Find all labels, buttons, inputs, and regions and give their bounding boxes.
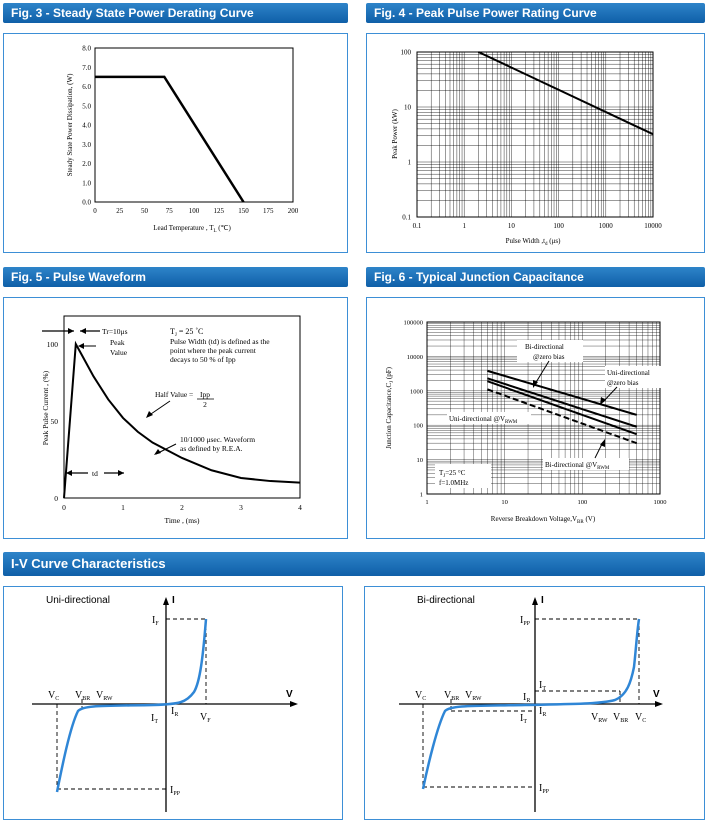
fig6-ann-bi-zero-1: Bi-directional (525, 343, 564, 351)
iv-uni-vrw: $V_{RW}$ (96, 690, 113, 702)
fig6-y-tick-label: 1 (419, 491, 423, 499)
fig3-panel (3, 33, 348, 253)
fig4-y-tick-label: 100 (400, 48, 411, 57)
iv-bi-ipp-bottom: $I_{PP}$ (539, 783, 550, 795)
iv-bi-vc-left: $V_C$ (415, 690, 427, 702)
fig4-xlabel: Pulse Width $,t_d$ (μs) (505, 237, 561, 247)
fig3-x-tick-label: 0 (93, 207, 97, 215)
iv-bi-vrw-left: $V_{RW}$ (465, 690, 482, 702)
iv-bi-axis-v: V (653, 689, 660, 700)
fig5-tr-label: Tr=10μs (102, 327, 128, 336)
fig5-half-den: 2 (203, 400, 207, 409)
iv-bi-i-arrowhead (532, 597, 538, 605)
fig6-cond-f: f=1.0MHz (439, 479, 469, 487)
fig5-tj-label: $T_J = 25$ ˚C (170, 327, 204, 338)
fig4-chart (367, 34, 704, 252)
fig5-title: Fig. 5 - Pulse Waveform (11, 270, 146, 284)
fig3-y-tick-label: 5.0 (82, 102, 91, 111)
fig5-wave-line-2: as defined by R.E.A. (180, 444, 243, 453)
fig6-y-tick-label: 100000 (403, 319, 423, 327)
iv-bi-chart (365, 587, 704, 819)
fig3-y-tick-label: 8.0 (82, 44, 91, 53)
fig6-y-tick-label: 10000 (406, 353, 423, 361)
fig6-ylabel: Junction $Capacitance,C_J$ (pF) (385, 367, 395, 449)
fig4-plot-frame (417, 52, 653, 217)
iv-bi-dashed-guides (423, 619, 639, 787)
iv-bi-ir-top: $I_R$ (523, 692, 531, 704)
fig3-derating-line (95, 77, 244, 202)
fig6-chart (367, 298, 704, 538)
iv-bi-vbr-right: $V_{BR}$ (613, 712, 629, 724)
fig5-td-label: td (92, 469, 98, 478)
fig5-waveform (64, 344, 300, 498)
fig6-header (366, 267, 705, 287)
fig3-y-tick-label: 7.0 (82, 63, 91, 72)
iv-bi-axis-i: I (541, 595, 544, 606)
fig5-x-tick-label: 1 (121, 503, 125, 512)
fig6-y-tick-label: 10 (416, 457, 423, 465)
fig6-ann-bi-zero-2: @zero bias (533, 353, 565, 361)
fig3-x-tick-label: 175 (263, 207, 274, 215)
iv-uni-i-arrowhead (163, 597, 169, 605)
fig6-ann-uni-zero-1: Uni-directional (607, 369, 650, 377)
fig4-title: Fig. 4 - Peak Pulse Power Rating Curve (374, 6, 597, 20)
fig4-y-tick-label: 10 (404, 103, 411, 112)
iv-bi-title: Bi-directional (417, 595, 475, 606)
iv-uni-vf: $V_F$ (200, 712, 211, 724)
fig4-x-tick-label: 0.1 (412, 222, 422, 230)
fig5-pw-line-2: point where the peak current (170, 346, 256, 355)
fig6-title: Fig. 6 - Typical Junction Capacitance (374, 270, 584, 284)
iv-uni-chart (4, 587, 342, 819)
fig3-xlabel: Lead Temperature , $T_L$ (℃) (153, 224, 231, 234)
iv-bi-ir-bottom: $I_R$ (539, 706, 547, 718)
fig5-header (3, 267, 348, 287)
iv-uni-it: $I_T$ (151, 713, 159, 725)
fig5-wave-arrowhead (154, 449, 161, 455)
iv-bi-vc-right: $V_C$ (635, 712, 647, 724)
fig3-x-tick-label: 150 (238, 207, 249, 215)
fig6-ann-bi-vrwm: Bi-directional $@V_{RWM}$ (545, 461, 610, 471)
iv-uni-axis-i: I (172, 595, 175, 606)
iv-bi-ipp-top: $I_{PP}$ (520, 615, 531, 627)
fig6-cond-tj: $T_J=25$ °C (439, 469, 466, 479)
fig3-y-tick-label: 0.0 (82, 198, 91, 207)
fig5-x-tick-label: 4 (298, 503, 302, 512)
fig4-panel (366, 33, 705, 253)
iv-uni-v-arrowhead (290, 701, 298, 707)
fig3-y-tick-label: 3.0 (82, 140, 91, 149)
fig4-x-tick-label: 10 (507, 222, 515, 230)
fig6-x-tick-label: 100 (577, 499, 588, 506)
iv-bi-it-top: $I_T$ (539, 680, 547, 692)
fig6-ann-uni-zero-2: @zero bias (607, 379, 639, 387)
fig5-xlabel: Time , (ms) (164, 516, 200, 525)
fig5-half-num: Ipp (200, 390, 210, 399)
iv-uni-ipp: $I_{PP}$ (170, 785, 181, 797)
fig3-y-tick-label: 6.0 (82, 83, 91, 91)
iv-bi-v-arrowhead (655, 701, 663, 707)
iv-bi-it-bottom: $I_T$ (520, 713, 528, 725)
fig3-y-tick-label: 4.0 (82, 121, 91, 130)
fig3-header (3, 3, 348, 23)
fig3-x-tick-label: 50 (141, 207, 148, 215)
fig6-xlabel: Reverse Breakdown $Voltage,V_{BR}$ (V) (490, 515, 596, 525)
fig5-td-arrowhead-right (118, 470, 124, 476)
iv-bi-panel (364, 586, 705, 820)
fig5-half-arrowhead (146, 411, 153, 418)
fig3-title: Fig. 3 - Steady State Power Derating Curve (11, 6, 254, 20)
fig5-tr-arrowhead (68, 328, 74, 334)
fig5-x-tick-label: 2 (180, 503, 184, 512)
fig3-x-tick-label: 125 (213, 207, 224, 215)
fig3-x-tick-label: 75 (165, 207, 173, 215)
fig6-x-tick-label: 1 (425, 499, 429, 506)
iv-header (3, 552, 705, 576)
fig3-y-tick-label: 2.0 (82, 160, 91, 168)
iv-title: I-V Curve Characteristics (11, 556, 166, 571)
fig4-x-tick-label: 1000 (598, 222, 613, 230)
fig5-wave-line-1: 10/1000 μsec. Waveform (180, 435, 256, 444)
fig3-ylabel: Steady State Power Dissipation, (W) (66, 73, 74, 177)
fig5-chart (4, 298, 347, 538)
fig4-x-tick-label: 100 (553, 222, 564, 230)
fig3-x-tick-label: 100 (188, 207, 200, 215)
fig4-x-tick-label: 10000 (644, 222, 662, 230)
fig6-x-tick-label: 1000 (653, 499, 667, 506)
fig4-y-tick-label: 1 (407, 158, 411, 167)
fig3-x-tick-label: 200 (287, 207, 299, 215)
fig5-peak-label-2: Value (110, 348, 128, 357)
fig5-x-tick-label: 3 (239, 503, 243, 512)
fig5-pw-line-1: Pulse Width (td) is defined as the (170, 337, 270, 346)
fig5-y-tick-label: 50 (50, 417, 58, 426)
fig6-panel (366, 297, 705, 539)
iv-uni-panel (3, 586, 343, 820)
fig6-x-tick-label: 10 (501, 499, 508, 506)
fig4-header (366, 3, 705, 23)
iv-uni-title: Uni-directional (46, 595, 110, 606)
fig3-y-tick-label: 1.0 (82, 179, 91, 188)
fig4-x-tick-label: 1 (462, 222, 466, 230)
fig5-x-tick-label: 0 (62, 503, 66, 512)
fig5-y-tick-label: 0 (54, 494, 58, 503)
iv-bi-vrw-right: $V_{RW}$ (591, 712, 608, 724)
fig5-y-tick-label: 100 (46, 340, 58, 349)
fig3-x-tick-label: 25 (116, 207, 124, 215)
iv-uni-vbr: $V_{BR}$ (75, 690, 91, 702)
iv-uni-curve (57, 619, 206, 792)
fig3-chart (4, 34, 347, 252)
fig6-y-tick-label: 1000 (410, 388, 423, 396)
fig5-panel (3, 297, 348, 539)
fig5-pw-line-3: decays to 50 % of Ipp (170, 355, 236, 364)
iv-uni-if: $I_F$ (152, 615, 159, 627)
iv-uni-vc: $V_C$ (48, 690, 60, 702)
fig5-tr-arrowhead-2 (80, 328, 86, 334)
iv-uni-ir: $I_R$ (171, 706, 179, 718)
fig4-ylabel: Peak Power (kW) (391, 109, 399, 159)
iv-uni-axis-v: V (286, 689, 293, 700)
fig5-half-label: Half Value = (155, 390, 194, 399)
fig5-ylabel: Peak Pulse Current , (%) (41, 370, 50, 446)
fig4-y-tick-label: 0.1 (402, 213, 411, 222)
fig6-ann-uni-vrwm: Uni-directional $@V_{RWM}$ (449, 415, 518, 425)
fig6-y-tick-label: 100 (413, 422, 423, 430)
iv-bi-vbr-left: $V_{BR}$ (444, 690, 460, 702)
fig5-peak-label-1: Peak (110, 338, 125, 347)
